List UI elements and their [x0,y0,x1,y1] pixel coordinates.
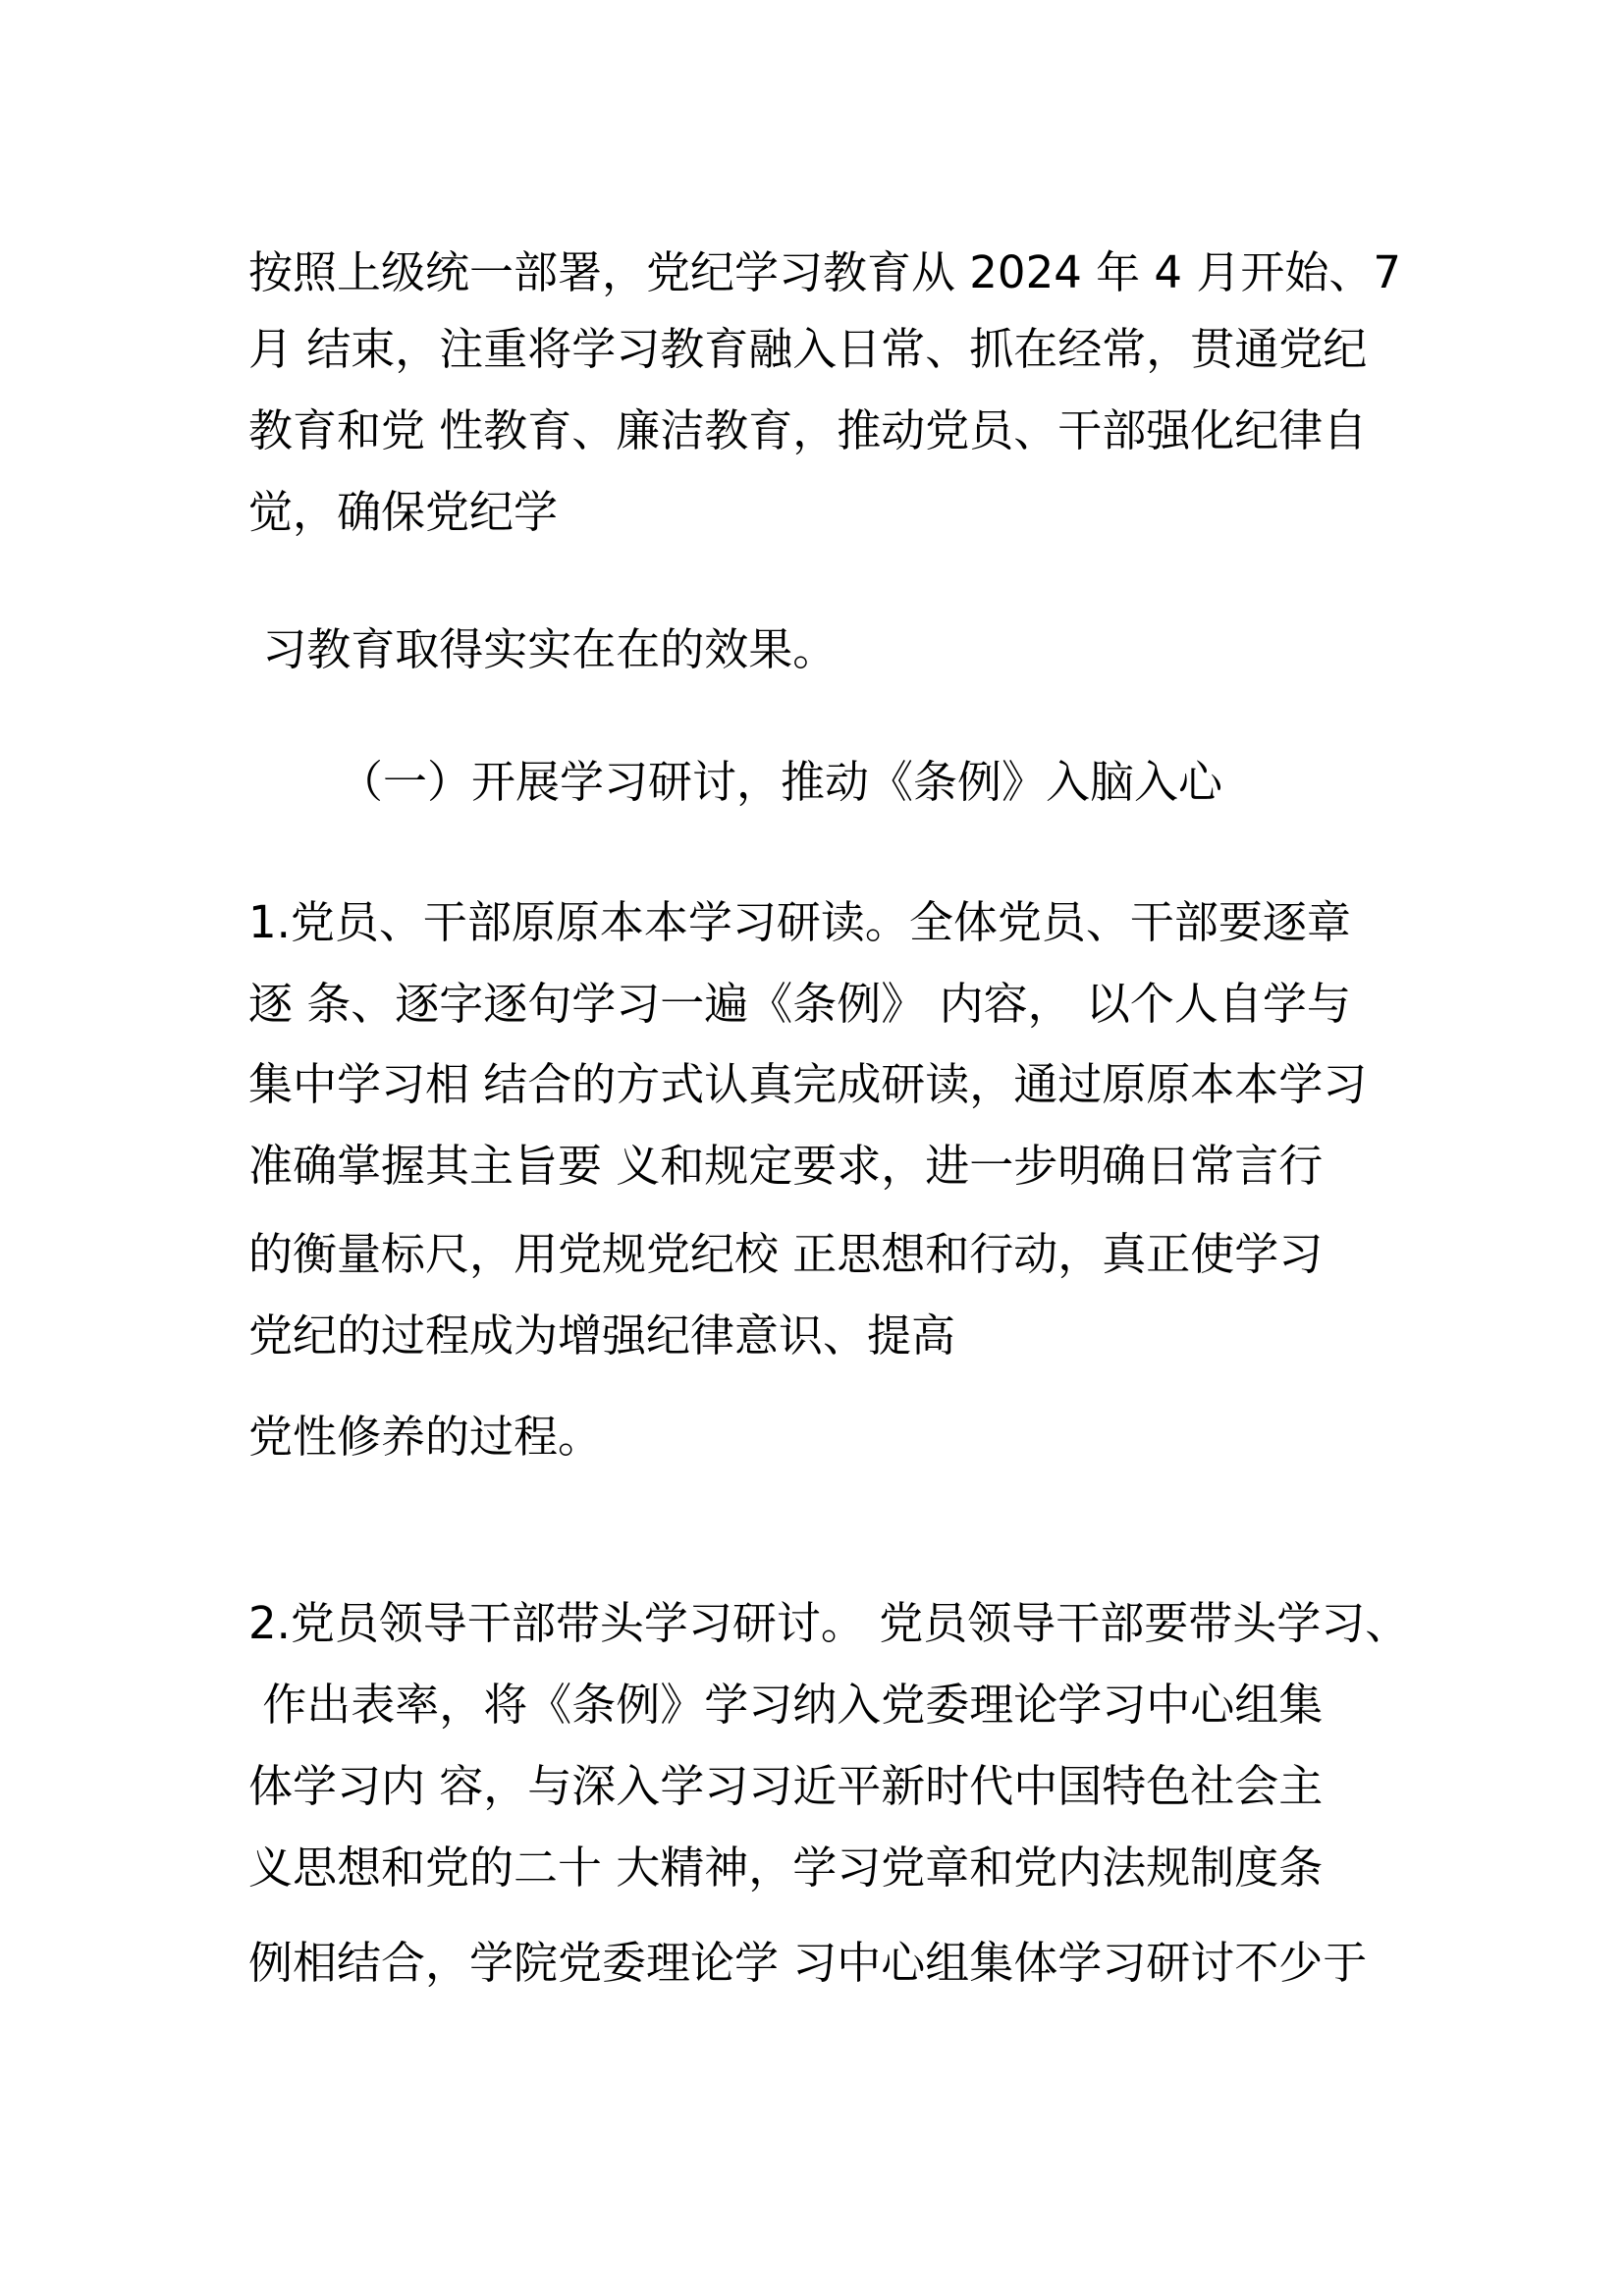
item1-line: 准确掌握其主旨要 义和规定要求，进一步明确日常言行 [248,1140,1324,1192]
item2-line: 义思想和党的二十 大精神，学习党章和党内法规制度条 [248,1842,1324,1894]
intro-line: 按照上级统一部署，党纪学习教育从 2024 年 4 月开始、7 [248,246,1402,298]
intro-line: 教育和党 性教育、廉洁教育，推动党员、干部强化纪律自 [248,404,1368,456]
item1-line: 党性修养的过程。 [248,1411,603,1463]
item1-line: 逐 条、逐字逐句学习一遍《条例》 内容， 以个人自学与 [248,978,1351,1030]
intro-line: 觉，确保党纪学 [248,486,559,538]
item1-line: 党纪的过程成为增强纪律意识、提高 [248,1309,956,1362]
item2-line: 作出表率，将《条例》学习纳入党委理论学习中心组集 [248,1679,1324,1731]
intro-line: 习教育取得实实在在的效果。 [248,623,838,675]
item2-line: 例相结合，学院党委理论学 习中心组集体学习研讨不少于 [248,1937,1368,1989]
intro-line: 月 结束，注重将学习教育融入日常、抓在经常，贯通党纪 [248,323,1368,375]
item1-line: 1.党员、干部原原本本学习研读。全体党员、干部要逐章 [248,896,1351,948]
item1-line: 的衡量标尺，用党规党纪校 正思想和行动，真正使学习 [248,1228,1324,1280]
item1-line: 集中学习相 结合的方式认真完成研读，通过原原本本学习 [248,1058,1368,1110]
item2-line: 体学习内 容，与深入学习习近平新时代中国特色社会主 [248,1760,1324,1812]
item2-line: 2.党员领导干部带头学习研讨。 党员领导干部要带头学习、 [248,1597,1410,1649]
section-heading: （一）开展学习研讨，推动《条例》入脑入心 [339,756,1223,808]
